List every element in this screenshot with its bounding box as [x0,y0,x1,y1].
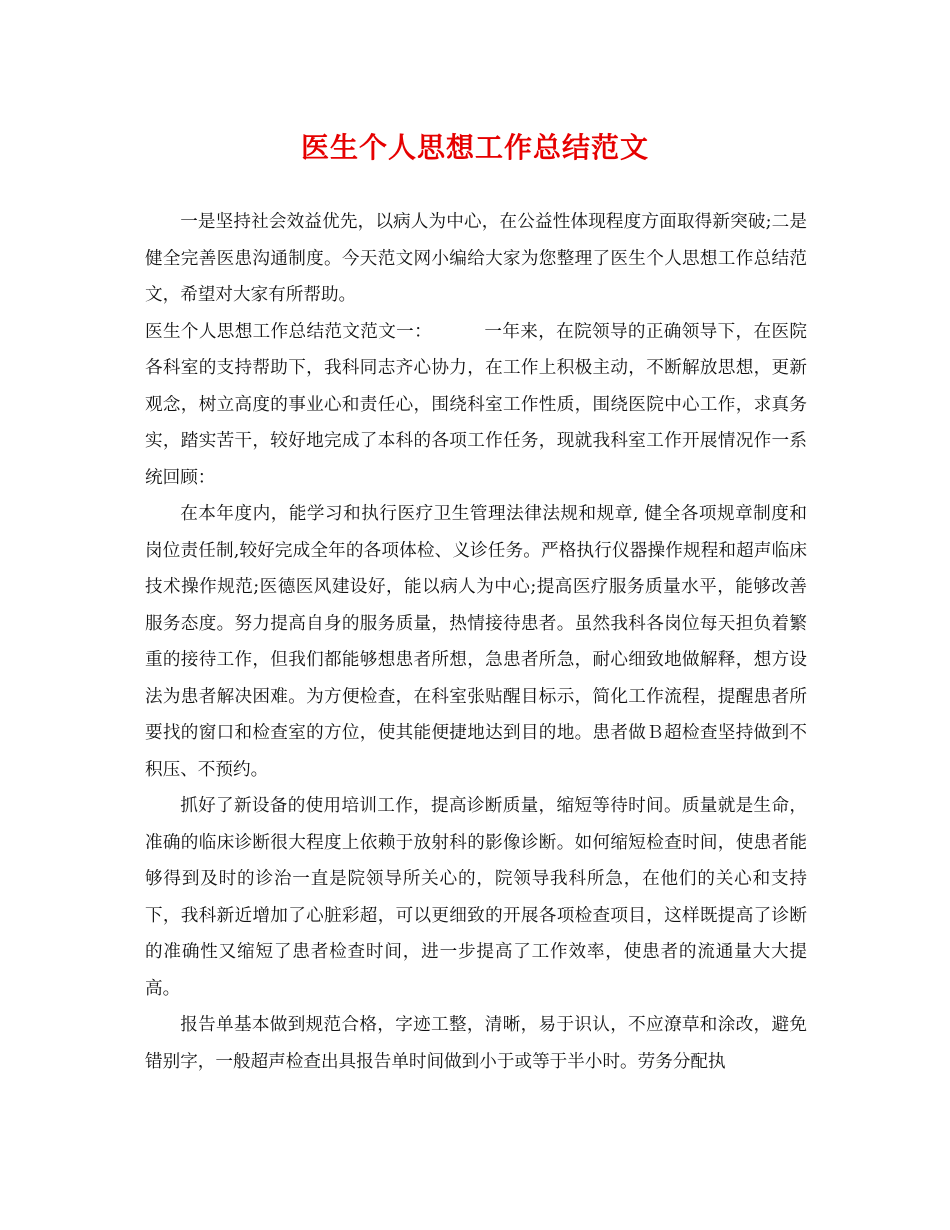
body-paragraph: 抓好了新设备的使用培训工作，提高诊断质量，缩短等待时间。质量就是生命，准确的临床诊断很大程度上依赖于放射科的影像诊断。如何缩短检查时间，使患者能够得到及时的诊治一直是院领导所关心的，院领导我科所急，在他们的关心和支持下，我科新近增加了心脏彩超，可以更细致的开展各项检查项目，这样既提高了诊断的准确性又缩短了患者检查时间，进一步提高了工作效率，使患者的流通量大大提高。 [145,796,807,999]
body-paragraph: 报告单基本做到规范合格，字迹工整，清晰，易于识认，不应潦草和涂改，避免错别字，一般超声检查出具报告单时间做到小于或等于半小时。劳务分配执 [145,1015,807,1072]
document-title: 医生个人思想工作总结范文 [300,131,649,164]
section-text: 一年来，在院领导的正确领导下，在医院各科室的支持帮助下，我科同志齐心协力，在工作上积极主动，不断解放思想，更新观念，树立高度的事业心和责任心，围绕科室工作性质，围绕医院中心工作，求真务实，踏实苦干，较好地完成了本科的各项工作任务，现就我科室工作开展情况作一系统回顾： [145,321,807,488]
body-paragraph: 在本年度内，能学习和执行医疗卫生管理法律法规和规章, 健全各项规章制度和岗位责任制,较好完成全年的各项体检、义诊任务。严格执行仪器操作规程和超声临床技术操作规范;医德医风建设好，能以病人为中心;提高医疗服务质量水平，能够改善服务态度。努力提高自身的服务质量，热情接待患者。虽然我科各岗位每天担负着繁重的接待工作，但我们都能够想患者所想，急患者所急，耐心细致地做解释，想方设法为患者解决困难。为方便检查，在科室张贴醒目标示，简化工作流程，提醒患者所要找的窗口和检查室的方位，使其能便捷地达到目的地。患者做Ｂ超检查坚持做到不积压、不预约。 [145,504,807,780]
document-body [145,204,807,1080]
intro-paragraph: 一是坚持社会效益优先，以病人为中心，在公益性体现程度方面取得新突破;二是健全完善医患沟通制度。今天范文网小编给大家为您整理了医生个人思想工作总结范文，希望对大家有所帮助。 [145,212,807,305]
section-paragraph [145,314,807,497]
section-heading: 医生个人思想工作总结范文范文一： [145,321,433,342]
